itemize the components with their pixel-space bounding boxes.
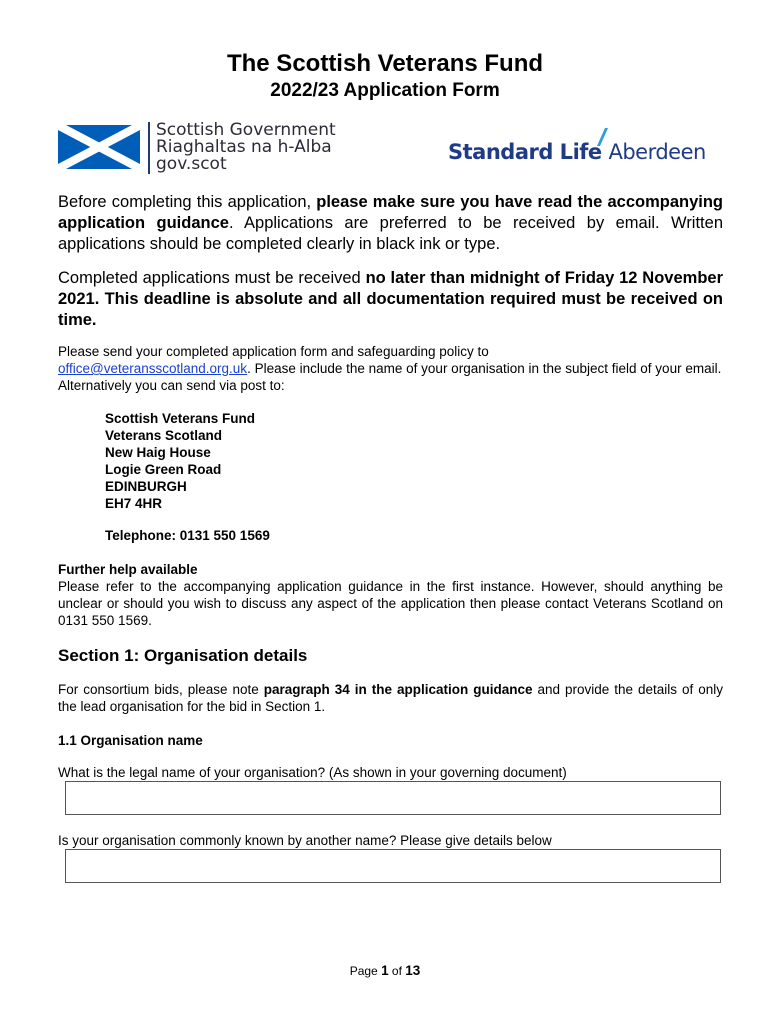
address-line: Logie Green Road [105,462,222,477]
address-line: New Haig House [105,445,211,460]
consortium-note: For consortium bids, please note paragraph 34 in the application guidance and provide the details of only the lead organisation for the bid in Section 1. [58,682,723,714]
sla-logo-part1: Standard Life [448,140,602,164]
help-text: Please refer to the accompanying application guidance in the first instance. However, should anything be unclear or should you wish to discuss any aspect of the application then please contact Veterans Scotland on 0131 550 1569. [58,579,723,628]
saltire-flag-icon [58,125,140,169]
legal-name-input[interactable] [65,781,721,815]
telephone-number: Telephone: 0131 550 1569 [105,528,270,543]
section-1-heading: Section 1: Organisation details [58,646,308,665]
postal-address [105,410,255,512]
sg-logo-line2: Riaghaltas na h-Alba [156,137,332,157]
sg-logo-line1: Scottish Government [156,120,336,140]
address-line: Scottish Veterans Fund [105,411,256,426]
email-link[interactable]: office@veteransscotland.org.uk [58,361,248,376]
address-line: EDINBURGH [105,479,187,494]
form-subtitle: 2022/23 Application Form [270,80,500,101]
legal-name-question: What is the legal name of your organisation? (As shown in your governing document) [58,765,567,780]
help-heading: Further help available [58,562,198,577]
intro-paragraph-2: Completed applications must be received no later than midnight of Friday 12 November 2021. This deadline is absolute and all documentation required must be received on time. [58,269,723,329]
address-line: EH7 4HR [105,496,163,511]
sg-logo-line3: gov.scot [156,154,227,174]
organisation-name-heading: 1.1 Organisation name [58,733,203,748]
send-instructions: Please send your completed application form and safeguarding policy to office@veteransscotland.org.uk. Please include the name of your organisation in the subject field of your email. Alternatively you can send via post to: [58,344,722,393]
sla-logo-part2: Aberdeen [608,140,706,164]
other-name-question: Is your organisation commonly known by another name? Please give details below [58,833,552,848]
address-line: Veterans Scotland [105,428,223,443]
logo-divider [148,122,150,174]
other-name-input[interactable] [65,849,721,883]
intro-paragraph-1: Before completing this application, please make sure you have read the accompanying application guidance. Applications are preferred to be received by email. Written applications should be completed clearly in black ink or type. [58,193,723,253]
page-footer: Page 1 of 13 [349,963,421,978]
scottish-government-logo [58,122,358,174]
form-title: The Scottish Veterans Fund [226,50,544,77]
standard-life-aberdeen-logo [448,128,718,168]
